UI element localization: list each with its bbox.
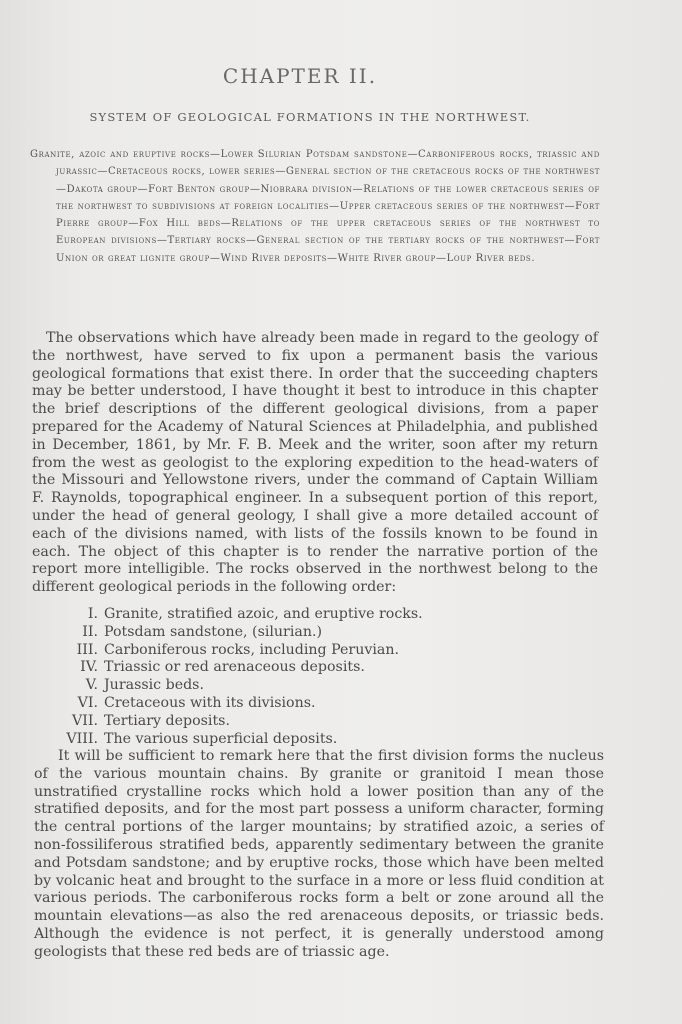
list-item-text: The various superficial deposits. — [104, 730, 338, 747]
list-item-number: V. — [85, 677, 98, 694]
list-item-text: Cretaceous with its divisions. — [104, 694, 316, 711]
list-item-number: III. — [76, 641, 98, 658]
list-item-text: Triassic or red arenaceous deposits. — [104, 659, 365, 676]
list-item-number: VI. — [77, 694, 98, 711]
list-item-number: II. — [82, 623, 98, 640]
list-item-text: Potsdam sandstone, (silurian.) — [104, 623, 323, 640]
list-item-number: IV. — [80, 659, 98, 676]
list-item — [60, 606, 460, 624]
list-item-text: Tertiary deposits. — [104, 712, 230, 729]
list-item — [60, 624, 460, 642]
list-item-number: VII. — [72, 712, 98, 729]
list-item-text: Jurassic beds. — [104, 677, 204, 694]
list-item-number: VIII. — [66, 730, 98, 747]
paragraph-granite-remarks: It will be sufficient to remark here that the first division forms the nucleus of the various mountain chains. By granite or granitoid I mean those unstratified crystalline rocks which hold a lower position than any of the stratified deposits, and for the most part possess a uniform character, forming the central portions of the larger mountains; by stratified azoic, a series of non-fossiliferous stratified beds, apparently sedimentary between the granite and Potsdam sandstone; and by eruptive rocks, those which have been melted by volcanic heat and brought to the surface in a more or less fluid condition at various periods. The carboniferous rocks form a belt or zone around all the mountain elevations—as also the red arenaceous deposits, or triassic beds. Although the evidence is not perfect, it is generally understood among geologists that these red beds are of triassic age. — [34, 748, 604, 960]
list-item — [60, 695, 460, 713]
chapter-synopsis: Granite, azoic and eruptive rocks—Lower Silurian Potsdam sandstone—Carboniferous rocks, triassic and jurassic—Cretaceous rocks, lower series—General section of the cretaceous rocks of the northwest—Dakota group—Fort Benton group—Niobrara division—Relations of the lower cretaceous series of the northwest to subdivisions at foreign localities—Upper cretaceous series of the northwest—Fort Pierre group—Fox Hill beds—Relations of the upper cretaceous series of the northwest to European divisions—Tertiary rocks—General section of the tertiary rocks of the northwest—Fort Union or great lignite group—Wind River deposits—White River group—Loup River beds. — [30, 149, 600, 264]
geological-periods-list — [60, 606, 460, 748]
paragraph-introduction: The observations which have already been made in regard to the geology of the northwest, have served to fix upon a permanent basis the various geological formations that exist there. In order that the succeeding chapters may be better understood, I have thought it best to introduce in this chapter the brief descriptions of the different geological divisions, from a paper prepared for the Academy of Natural Sciences at Philadelphia, and published in December, 1861, by Mr. F. B. Meek and the writer, soon after my return from the west as geologist to the exploring expedition to the head-waters of the Missouri and Yellowstone rivers, under the command of Captain William F. Raynolds, topographical engineer. In a subsequent portion of this report, under the head of general geology, I shall give a more detailed account of each of the divisions named, with lists of the fossils known to be found in each. The object of this chapter is to render the narrative portion of the report more intelligible. The rocks observed in the northwest belong to the different geological periods in the following order: — [32, 330, 598, 596]
chapter-title: CHAPTER II. — [222, 64, 378, 88]
list-item-number: I. — [87, 606, 98, 622]
list-item — [60, 713, 460, 731]
section-title: SYSTEM OF GEOLOGICAL FORMATIONS IN THE NORTHWEST. — [89, 110, 531, 124]
list-item — [60, 731, 460, 749]
list-item — [60, 659, 460, 677]
list-item-text: Carboniferous rocks, including Peruvian. — [104, 641, 399, 658]
list-item — [60, 677, 460, 695]
list-item-text: Granite, stratified azoic, and eruptive rocks. — [104, 606, 423, 622]
list-item — [60, 642, 460, 660]
